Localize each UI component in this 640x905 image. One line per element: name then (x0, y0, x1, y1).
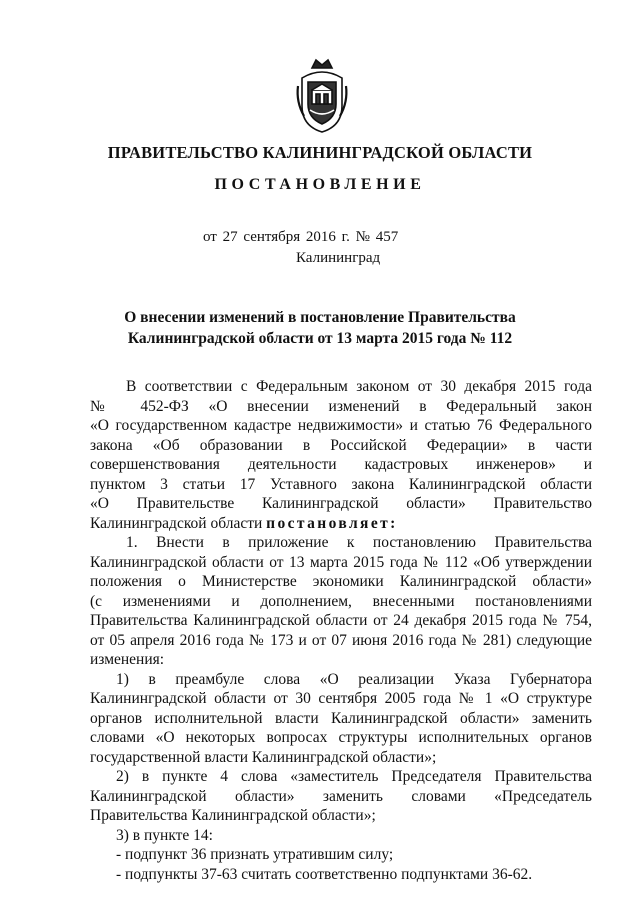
body-line: Правительства Калининградской области от 24 декабря 2015 года № 754, (90, 612, 592, 629)
body-text: Калининградской области (90, 514, 267, 532)
body-line: - подпункт 36 признать утратившим силу; (116, 846, 394, 863)
body-line: Калининградской области» заменить словами «Председатель (90, 787, 592, 805)
body-line: словами «О некоторых вопросах структуры исполнительных органов (90, 729, 592, 746)
body-line: от 05 апреля 2016 года № 173 и от 07 июня 2016 года № 281) следующие (90, 631, 592, 649)
body-line: органов исполнительной власти Калининградской области» заменить (90, 709, 592, 727)
body-line: Калининградской области от 13 марта 2015 года № 112 «Об утверждении (90, 553, 592, 571)
body-line: 1. Внести в приложение к постановлению Правительства (126, 534, 592, 551)
coat-of-arms-icon (294, 56, 350, 134)
body-line: «О Правительстве Калининградской области» Правительство (90, 495, 592, 512)
body-line: пунктом 3 статьи 17 Уставного закона Калининградской области (90, 475, 592, 493)
body-line: положения о Министерстве экономики Калининградской области» (90, 573, 592, 590)
body-line: изменения: (90, 651, 165, 668)
document-date-number: от 27 сентября 2016 г. № 457 (203, 229, 399, 245)
body-line: «О государственном кадастре недвижимости» и статью 76 Федерального (90, 417, 592, 434)
body-line: (с изменениями и дополнением, внесенными постановлениями (90, 592, 592, 610)
body-line: Калининградской области от 30 сентября 2005 года № 1 «О структуре (90, 690, 592, 707)
body-line: совершенствования деятельности кадастровых инженеров» и (90, 456, 592, 473)
body-line: № 452-ФЗ «О внесении изменений в Федеральный закон (90, 397, 592, 415)
body-line: 3) в пункте 14: (116, 826, 213, 844)
subject-line: Калининградской области от 13 марта 2015 года № 112 (127, 330, 513, 347)
subject-line: О внесении изменений в постановление Правительства (124, 309, 516, 326)
body-line: 1) в преамбуле слова «О реализации Указа Губернатора (116, 670, 592, 688)
body-line: государственной власти Калининградской области»; (90, 748, 437, 766)
body-line: 2) в пункте 4 слова «заместитель Председателя Правительства (116, 768, 592, 785)
body-line: закона «Об образовании в Российской Федерации» в части (90, 436, 592, 454)
document-type: ПОСТАНОВЛЕНИЕ (214, 176, 426, 193)
document-city: Калининград (296, 250, 381, 266)
body-line: Правительства Калининградской области»; (90, 807, 376, 824)
document-subject (0, 307, 640, 349)
body-line: В соответствии с Федеральным законом от 30 декабря 2015 года (126, 378, 592, 395)
government-name: ПРАВИТЕЛЬСТВО КАЛИНИНГРАДСКОЙ ОБЛАСТИ (107, 143, 533, 162)
body-line (90, 514, 592, 534)
body-line: - подпункты 37-63 считать соответственно подпунктами 36-62. (116, 865, 533, 883)
document-body (90, 377, 592, 884)
resolution-word: постановляет: (266, 514, 398, 532)
